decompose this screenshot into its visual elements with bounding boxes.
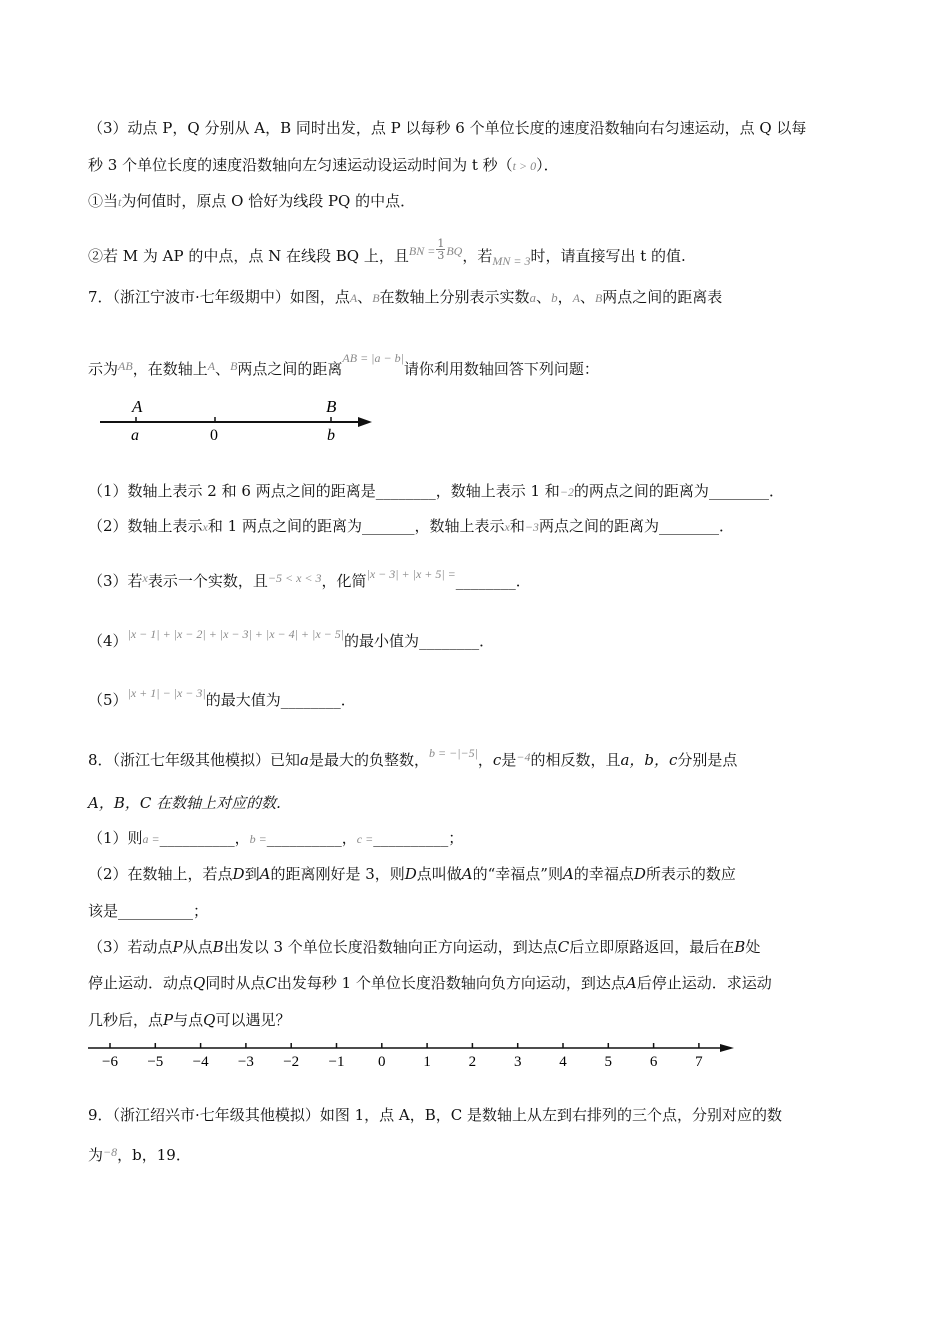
answer-blank: __________ bbox=[266, 829, 342, 847]
q7-text: （3）若 bbox=[88, 572, 143, 590]
q7-math-inequality: −5 < x < 3 bbox=[267, 571, 322, 585]
q8-text: 出发以 3 个单位长度沿数轴向正方向运动，到达点 bbox=[223, 938, 558, 956]
q8-math-c-eq: c = bbox=[356, 832, 374, 846]
q7-math-B3: B bbox=[230, 359, 238, 373]
q8-text: 的“幸福点”则 bbox=[472, 865, 563, 883]
q8-text: （2）在数轴上，若点 bbox=[88, 865, 233, 883]
q8-line2 bbox=[88, 793, 281, 813]
q8-text: 点叫做 bbox=[416, 865, 462, 883]
q8-part3-line3 bbox=[88, 1010, 290, 1030]
q7-text: 表示一个实数，且 bbox=[147, 572, 268, 590]
q8-var: B bbox=[212, 938, 224, 956]
q8-text: 后停止运动．求运动 bbox=[636, 974, 772, 992]
answer-blank: ________ bbox=[280, 691, 341, 709]
q8-var: D bbox=[232, 865, 245, 883]
q8-part2-line2 bbox=[88, 901, 208, 921]
q9-line1 bbox=[88, 1105, 782, 1125]
q7-math-b: b bbox=[551, 290, 558, 305]
q8-axis-tick-label: −6 bbox=[102, 1054, 118, 1070]
answer-blank: __________ bbox=[159, 829, 235, 847]
q7-math-a: a bbox=[529, 290, 537, 305]
q8-part2-line1 bbox=[88, 864, 736, 884]
q8-axis-tick-label: 5 bbox=[604, 1054, 613, 1070]
q8-var-list: a，b，c bbox=[620, 751, 678, 769]
q8-var-c: c bbox=[492, 751, 502, 769]
q6-sub1 bbox=[88, 191, 415, 212]
q7-number-line-figure bbox=[96, 392, 386, 452]
q8-text: 处 bbox=[745, 938, 761, 956]
q9-text: 9．（浙江绍兴市·七年级其他模拟）如图 1，点 A，B，C 是数轴上从左到右排列的三个点，分别对应的数 bbox=[88, 1106, 782, 1124]
q8-axis-tick-label: 6 bbox=[649, 1054, 658, 1070]
answer-blank: ________ bbox=[708, 482, 769, 500]
q6-text: ）． bbox=[536, 156, 559, 174]
q7-math-A2: A bbox=[572, 291, 580, 305]
q7-text: 和 1 两点之间的距离为 bbox=[207, 517, 362, 535]
q7-label-B: B bbox=[326, 397, 337, 416]
q7-text: 两点之间的距离 bbox=[237, 360, 343, 378]
q8-var: Q bbox=[203, 1011, 216, 1029]
answer-blank: __________ bbox=[373, 829, 449, 847]
q8-math-neg4: −4 bbox=[516, 750, 531, 764]
q7-text: 两点之间的距离为 bbox=[538, 517, 659, 535]
q7-text: 的最大值为 bbox=[205, 691, 281, 709]
q7-text: 、 bbox=[579, 288, 595, 306]
q7-math-distance-formula: AB = |a − b| bbox=[342, 351, 404, 365]
q7-text: 两点之间的距离表 bbox=[602, 288, 723, 306]
q6-math-t-positive: t > 0 bbox=[512, 159, 537, 173]
q7-label-A: A bbox=[132, 397, 143, 416]
q8-var: A bbox=[562, 865, 574, 883]
q9-math-neg8: −8 bbox=[103, 1145, 118, 1159]
q8-part3-line1 bbox=[88, 937, 760, 957]
q7-text: 请你利用数轴回答下列问题： bbox=[403, 360, 599, 378]
q8-axis-tick-label: −1 bbox=[328, 1054, 345, 1070]
q6-text: 时，请直接写出 t 的值. bbox=[530, 247, 686, 265]
q6-math-bn: BN = bbox=[408, 244, 436, 258]
q8-var: B bbox=[734, 938, 746, 956]
q9-text: ，b，19． bbox=[117, 1146, 191, 1164]
q7-math-x: x bbox=[142, 571, 148, 585]
answer-blank: __________ bbox=[118, 902, 194, 920]
q8-var: P bbox=[163, 1011, 174, 1029]
q8-text: ， bbox=[234, 829, 250, 847]
q7-math-AB: AB bbox=[118, 359, 133, 373]
q8-text: 是最大的负整数， bbox=[309, 751, 430, 769]
q7-text: ，化简 bbox=[321, 572, 367, 590]
q8-text: （3）若动点 bbox=[88, 938, 173, 956]
q7-text: 7．（浙江宁波市·七年级期中）如图，点 bbox=[88, 288, 350, 306]
q8-text: ； bbox=[448, 829, 464, 847]
fraction-numerator: 1 bbox=[437, 237, 445, 250]
q8-axis-tick-label: −2 bbox=[283, 1054, 300, 1070]
q7-math-neg2: −2 bbox=[559, 485, 574, 499]
q6-sub2 bbox=[88, 238, 686, 271]
q7-line1 bbox=[88, 287, 722, 308]
q6-text: 为何值时，原点 O 恰好为线段 PQ 的中点． bbox=[121, 192, 416, 210]
q6-text: 秒 3 个单位长度的速度沿数轴向左匀速运动设运动时间为 t 秒（ bbox=[88, 156, 513, 174]
q7-math-abs-five: |x − 1| + |x − 2| + |x − 3| + |x − 4| + |x − 5| bbox=[127, 627, 345, 641]
answer-blank: ________ bbox=[455, 572, 516, 590]
q8-text: ， bbox=[477, 751, 493, 769]
q8-axis-tick-label: −3 bbox=[237, 1054, 254, 1070]
q6-text: ②若 M 为 AP 的中点，点 N 在线段 BQ 上，且 bbox=[88, 247, 409, 265]
q8-var: A bbox=[461, 865, 473, 883]
q8-var: P bbox=[172, 938, 183, 956]
q8-var: Q bbox=[193, 974, 206, 992]
q8-text: 停止运动．动点 bbox=[88, 974, 194, 992]
q7-text: 和 bbox=[509, 517, 525, 535]
q8-math-b-eq: b = bbox=[249, 832, 267, 846]
q8-axis-tick-label: 1 bbox=[423, 1054, 431, 1070]
q7-math-x: x bbox=[504, 520, 510, 534]
q8-text: 分别是点 bbox=[677, 751, 738, 769]
q8-line1 bbox=[88, 743, 737, 770]
q7-text: 、 bbox=[357, 288, 373, 306]
q8-axis-tick-label: 0 bbox=[378, 1054, 386, 1070]
q7-part5 bbox=[88, 683, 356, 710]
q8-part1 bbox=[88, 828, 463, 849]
q8-text: 后立即原路返回，最后在 bbox=[569, 938, 735, 956]
q8-axis-tick-label: 7 bbox=[695, 1054, 703, 1070]
q6-part3-line1 bbox=[88, 118, 806, 138]
q8-text: A，B，C 在数轴上对应的数. bbox=[88, 794, 281, 812]
q6-part3-text: （3）动点 P，Q 分别从 A，B 同时出发，点 P 以每秒 6 个单位长度的速度沿数轴向右匀速运动，点 Q 以每 bbox=[88, 119, 807, 137]
q8-axis-arrow bbox=[720, 1044, 734, 1052]
q7-text: ． bbox=[340, 691, 356, 709]
q7-text: ， bbox=[557, 288, 573, 306]
q8-text: 几秒后，点 bbox=[88, 1011, 164, 1029]
q8-var: D bbox=[633, 865, 646, 883]
q8-text: 的距离刚好是 3，则 bbox=[270, 865, 405, 883]
q8-axis-tick-label: 3 bbox=[513, 1054, 522, 1070]
q7-text: ． bbox=[515, 572, 531, 590]
q7-text: ． bbox=[768, 482, 784, 500]
q8-text: 出发每秒 1 个单位长度沿数轴向负方向运动，到达点 bbox=[276, 974, 626, 992]
q7-text: 、 bbox=[536, 288, 552, 306]
q7-line2 bbox=[88, 348, 599, 379]
q7-text: 示为 bbox=[88, 360, 119, 378]
q8-axis-tick-label: −4 bbox=[192, 1054, 209, 1070]
q8-var: C bbox=[557, 938, 570, 956]
q8-text: 所表示的数应 bbox=[645, 865, 736, 883]
q8-text: ； bbox=[193, 902, 209, 920]
q8-text: 与点 bbox=[173, 1011, 204, 1029]
q8-text: 该是 bbox=[88, 902, 119, 920]
q7-text: 的最小值为 bbox=[344, 632, 420, 650]
q8-text: ， bbox=[341, 829, 357, 847]
q8-text: 从点 bbox=[182, 938, 213, 956]
q7-math-neg3: −3 bbox=[524, 520, 539, 534]
q7-part1 bbox=[88, 481, 784, 502]
q8-part3-line2 bbox=[88, 973, 772, 993]
q8-text: 到 bbox=[244, 865, 260, 883]
q8-text: 同时从点 bbox=[205, 974, 266, 992]
q7-text: ． bbox=[479, 632, 495, 650]
answer-blank: _______ bbox=[361, 517, 415, 535]
q8-var: A bbox=[625, 974, 637, 992]
answer-blank: ________ bbox=[375, 482, 436, 500]
q9-text: 为 bbox=[88, 1146, 104, 1164]
q8-number-line-figure bbox=[86, 1036, 746, 1076]
q7-math-B: B bbox=[372, 291, 380, 305]
q7-text: （2）数轴上表示 bbox=[88, 517, 203, 535]
q9-line2 bbox=[88, 1142, 191, 1165]
q8-axis-tick-label: 4 bbox=[559, 1054, 567, 1070]
q6-text: ，若 bbox=[462, 247, 493, 265]
q8-text: 的相反数，且 bbox=[530, 751, 621, 769]
q7-text: ，数轴上表示 1 和 bbox=[435, 482, 560, 500]
q7-text: ，数轴上表示 bbox=[414, 517, 505, 535]
q7-part4 bbox=[88, 624, 494, 651]
q8-var: A bbox=[259, 865, 271, 883]
q6-math-t: t bbox=[118, 195, 122, 209]
q7-text: 的两点之间的距离为 bbox=[573, 482, 709, 500]
q7-label-0: 0 bbox=[210, 427, 218, 444]
q8-var: C bbox=[265, 974, 277, 992]
q8-axis-tick-label: 2 bbox=[468, 1054, 477, 1070]
q8-var: D bbox=[404, 865, 417, 883]
answer-blank: ________ bbox=[658, 517, 719, 535]
q6-fraction bbox=[436, 238, 445, 261]
q8-var-a: a bbox=[300, 751, 309, 769]
fraction-denominator: 3 bbox=[437, 249, 445, 262]
q7-label-b: b bbox=[327, 427, 335, 444]
q7-math-A3: A bbox=[207, 359, 216, 373]
q8-math-b: b = −|−5| bbox=[429, 746, 478, 760]
q7-text: （1）数轴上表示 2 和 6 两点之间的距离是 bbox=[88, 482, 376, 500]
q8-math-a-eq: a = bbox=[142, 832, 160, 846]
q7-text: 在数轴上分别表示实数 bbox=[379, 288, 530, 306]
q7-part2 bbox=[88, 516, 734, 537]
q7-axis-arrow bbox=[358, 417, 372, 427]
q7-text: （4） bbox=[88, 632, 128, 650]
q7-part3 bbox=[88, 564, 531, 591]
q7-math-A: A bbox=[349, 291, 358, 305]
q7-math-abs-diff: |x + 1| − |x − 3| bbox=[127, 686, 206, 700]
q7-text: 、 bbox=[215, 360, 231, 378]
q8-text: 可以遇见？ bbox=[215, 1011, 291, 1029]
q8-text: （1）则 bbox=[88, 829, 143, 847]
q7-math-B2: B bbox=[594, 291, 603, 305]
q8-text: 的幸福点 bbox=[573, 865, 634, 883]
q6-math-bq: BQ bbox=[446, 244, 463, 258]
q6-math-mn: MN = 3 bbox=[492, 254, 531, 268]
answer-blank: ________ bbox=[419, 632, 480, 650]
q7-text: ，在数轴上 bbox=[132, 360, 208, 378]
q8-axis-tick-label: −5 bbox=[147, 1054, 164, 1070]
q7-math-abs-sum: |x − 3| + |x + 5| = bbox=[366, 567, 456, 581]
q6-part3-line2 bbox=[88, 155, 559, 176]
q7-text: （5） bbox=[88, 691, 128, 709]
q7-math-x: x bbox=[202, 520, 208, 534]
q8-text: 8．（浙江七年级其他模拟）已知 bbox=[88, 751, 301, 769]
q8-text: 是 bbox=[501, 751, 517, 769]
q7-text: ． bbox=[718, 517, 734, 535]
q6-text: ①当 bbox=[88, 192, 119, 210]
q7-label-a: a bbox=[131, 427, 139, 444]
